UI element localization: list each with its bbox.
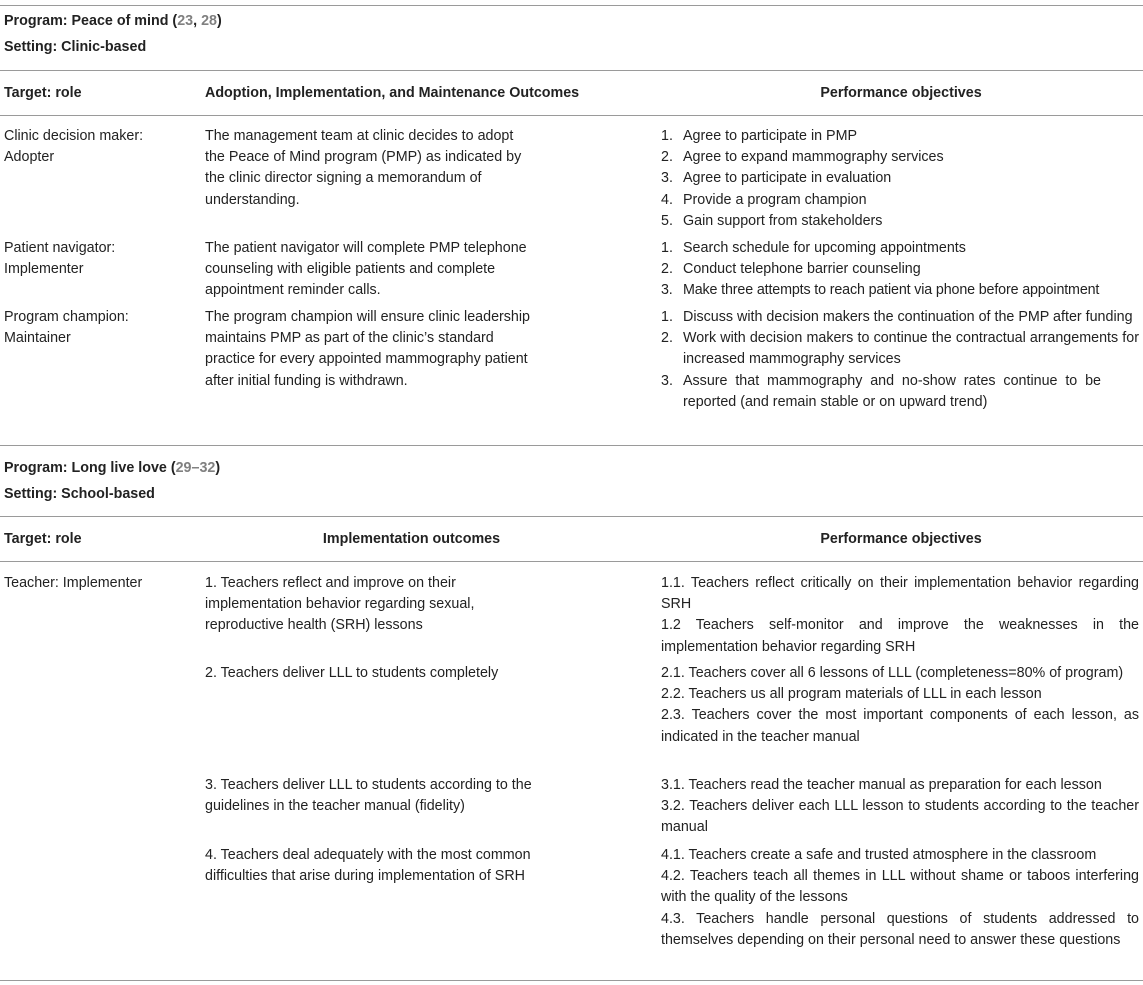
rule-bottom (0, 980, 1143, 981)
list-item: 2.1. Teachers cover all 6 lessons of LLL (completeness=80% of program) (661, 665, 1124, 681)
list-item: 1. Search schedule for upcoming appointments (661, 240, 966, 256)
outcome-cell: 3. Teachers deliver LLL to students according to the guidelines in the teacher manual (fidelity) (205, 777, 532, 815)
list-item: 2. Conduct telephone barrier counseling (661, 261, 921, 278)
list-item: 4. Provide a program champion (661, 191, 867, 208)
outcome-cell: 1. Teachers reflect and improve on their implementation behavior regarding sexual, reproductive health (SRH) lessons (205, 575, 475, 634)
column-header-objectives: Performance objectives (820, 531, 982, 547)
objectives-cell (661, 573, 1139, 658)
column-header-target: Target: role (4, 531, 82, 547)
column-header-outcomes: Implementation outcomes (322, 531, 501, 547)
list-item: 3.2. Teachers deliver each LLL lesson to students according to the teacher manual (661, 798, 1139, 836)
objectives-cell (661, 775, 1139, 839)
reference-link[interactable]: 23 (177, 13, 194, 29)
rule-program-2 (0, 445, 1143, 446)
rule-program-2-header (0, 516, 1143, 517)
program-2-title: Program: Long live love (29–32) (4, 460, 221, 476)
rule-program-1-header (0, 70, 1143, 71)
list-item: 4.2. Teachers teach all themes in LLL without shame or taboos interfering with the quality of the lessons (661, 868, 1139, 906)
objectives-list (661, 307, 1139, 413)
column-header-target: Target: role (4, 85, 82, 101)
role-cell: Teacher: Implementer (4, 575, 143, 591)
rule-program-2-body (0, 561, 1143, 562)
list-item: 2.3. Teachers cover the most important components of each lesson, as indicated in the teacher manual (661, 707, 1139, 745)
list-item: 4.1. Teachers create a safe and trusted atmosphere in the classroom (661, 847, 1097, 863)
list-item: 1. Discuss with decision makers the continuation of the PMP after funding (661, 309, 1133, 325)
list-item: 3.1. Teachers read the teacher manual as preparation for each lesson (661, 777, 1102, 793)
role-cell: Program champion: Maintainer (4, 309, 129, 347)
outcome-cell: 4. Teachers deal adequately with the most common difficulties that arise during implementation of SRH (205, 847, 531, 885)
program-2-setting: Setting: School-based (4, 486, 155, 502)
reference-link[interactable]: 29–32 (175, 460, 216, 476)
list-item: 3. Make three attempts to reach patient via phone before appointment (661, 282, 1100, 299)
role-cell: Patient navigator: Implementer (4, 240, 116, 278)
program-1-setting: Setting: Clinic-based (4, 39, 147, 55)
list-item: 4.3. Teachers handle personal questions of students addressed to themselves depending on their personal need to answer these questions (661, 910, 1139, 948)
column-header-objectives: Performance objectives (820, 85, 982, 101)
rule-top (0, 5, 1143, 6)
role-cell: Clinic decision maker: Adopter (4, 128, 144, 166)
outcome-cell: The management team at clinic decides to adopt the Peace of Mind program (PMP) as indicated by the clinic director signing a memorandum of understanding. (205, 128, 522, 208)
list-item: 2.2. Teachers us all program materials of LLL in each lesson (661, 686, 1042, 703)
rule-program-1-body (0, 115, 1143, 116)
list-item: 1. Agree to participate in PMP (661, 128, 858, 144)
objectives-list (661, 126, 1139, 232)
list-item: 2. Agree to expand mammography services (661, 149, 944, 166)
outcome-cell: The program champion will ensure clinic leadership maintains PMP as part of the clinic’s standard practice for every appointed mammography patient after initial funding is withdrawn. (205, 309, 531, 389)
objectives-cell (661, 663, 1139, 748)
list-item: 2. Work with decision makers to continue the contractual arrangements for increased mammography services (661, 330, 1139, 368)
reference-link[interactable]: 28 (201, 13, 217, 29)
list-item: 1.2 Teachers self-monitor and improve the weaknesses in the implementation behavior regarding SRH (661, 617, 1139, 655)
outcome-cell: 2. Teachers deliver LLL to students completely (205, 665, 499, 681)
list-item: 1.1. Teachers reflect critically on their implementation behavior regarding SRH (661, 575, 1139, 613)
list-item: 3. Assure that mammography and no-show rates continue to be reported (and remain stable or on upward trend) (661, 372, 1101, 410)
column-header-outcomes: Adoption, Implementation, and Maintenance Outcomes (205, 85, 580, 101)
objectives-cell (661, 845, 1139, 951)
list-item: 3. Agree to participate in evaluation (661, 170, 892, 187)
list-item: 5. Gain support from stakeholders (661, 212, 883, 229)
outcome-cell: The patient navigator will complete PMP telephone counseling with eligible patients and complete appointment reminder calls. (205, 240, 527, 299)
objectives-list (661, 238, 1141, 302)
program-1-title: Program: Peace of mind (23, 28) (4, 13, 222, 29)
